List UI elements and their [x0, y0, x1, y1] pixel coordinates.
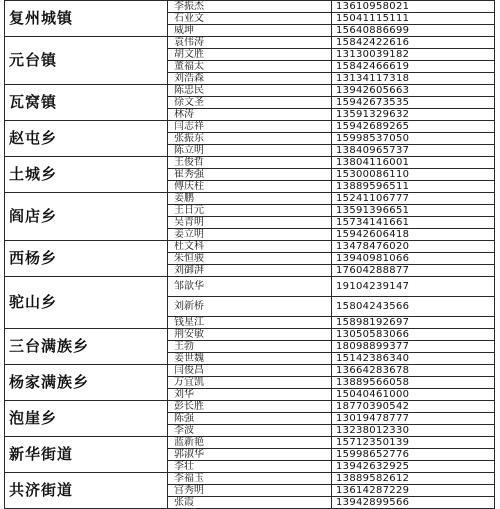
phone-number-cell: 15942673535 [332, 97, 495, 109]
contact-name-cell: 刘御湃 [168, 265, 332, 277]
table-row [5, 121, 495, 133]
contact-name-cell: 蓝新艳 [168, 437, 332, 449]
contact-name-cell: 胡文胜 [168, 49, 332, 61]
phone-number-cell: 13614287229 [332, 485, 495, 497]
town-name-cell: 杨家满族乡 [5, 365, 168, 401]
phone-number-cell: 13889582612 [332, 473, 495, 485]
contact-name-cell: 宫秀明 [168, 485, 332, 497]
table-row [5, 401, 495, 413]
contact-table [4, 0, 495, 509]
contact-name-cell: 李振杰 [168, 1, 332, 13]
contact-name-cell: 李波 [168, 425, 332, 437]
contact-name-cell: 王日元 [168, 205, 332, 217]
phone-number-cell: 13591396651 [332, 205, 495, 217]
phone-number-cell: 13804116001 [332, 157, 495, 169]
town-name-cell: 西杨乡 [5, 241, 168, 277]
contact-name-cell: 刘华 [168, 389, 332, 401]
phone-number-cell: 15942689265 [332, 121, 495, 133]
contact-name-cell: 张振东 [168, 133, 332, 145]
phone-number-cell: 15804243566 [332, 297, 495, 317]
phone-number-cell: 13942899566 [332, 497, 495, 509]
contact-name-cell: 荆安敏 [168, 329, 332, 341]
contact-name-cell: 钱星江 [168, 317, 332, 329]
phone-number-cell: 19104239147 [332, 277, 495, 297]
phone-number-cell: 15998652776 [332, 449, 495, 461]
phone-number-cell: 15898192697 [332, 317, 495, 329]
contact-name-cell: 郭淑华 [168, 449, 332, 461]
town-name-cell: 驼山乡 [5, 277, 168, 329]
town-name-cell: 元台镇 [5, 37, 168, 85]
contact-name-cell: 姜立明 [168, 229, 332, 241]
contact-name-cell: 杜文科 [168, 241, 332, 253]
phone-number-cell: 15040461000 [332, 389, 495, 401]
table-row [5, 37, 495, 49]
contact-name-cell: 邹歆华 [168, 277, 332, 297]
contact-name-cell: 闫志祥 [168, 121, 332, 133]
contact-name-cell: 王勃 [168, 341, 332, 353]
table-row [5, 241, 495, 253]
town-name-cell: 土城乡 [5, 157, 168, 193]
table-row [5, 157, 495, 169]
contact-table-body [5, 1, 495, 509]
town-name-cell: 复州城镇 [5, 1, 168, 37]
contact-name-cell: 姜世魏 [168, 353, 332, 365]
phone-number-cell: 15142386340 [332, 353, 495, 365]
phone-number-cell: 13238012330 [332, 425, 495, 437]
phone-number-cell: 15640886699 [332, 25, 495, 37]
town-name-cell: 阎店乡 [5, 193, 168, 241]
table-row [5, 365, 495, 377]
phone-number-cell: 15942606418 [332, 229, 495, 241]
phone-number-cell: 13050583066 [332, 329, 495, 341]
contact-name-cell: 威坤 [168, 25, 332, 37]
phone-number-cell: 13889596511 [332, 181, 495, 193]
town-name-cell: 共济街道 [5, 473, 168, 509]
phone-number-cell: 15734141661 [332, 217, 495, 229]
table-row [5, 193, 495, 205]
phone-number-cell: 13591329632 [332, 109, 495, 121]
phone-number-cell: 15842466619 [332, 61, 495, 73]
table-row [5, 329, 495, 341]
contact-name-cell: 崔秀强 [168, 169, 332, 181]
phone-number-cell: 13664283678 [332, 365, 495, 377]
table-row [5, 437, 495, 449]
phone-number-cell: 13942632925 [332, 461, 495, 473]
phone-number-cell: 15712350139 [332, 437, 495, 449]
contact-name-cell: 刘浩森 [168, 73, 332, 85]
table-row [5, 1, 495, 13]
table-row [5, 85, 495, 97]
phone-number-cell: 15842422616 [332, 37, 495, 49]
town-name-cell: 泡崖乡 [5, 401, 168, 437]
contact-name-cell: 袁伟涛 [168, 37, 332, 49]
contact-name-cell: 林涛 [168, 109, 332, 121]
contact-name-cell: 陈强 [168, 413, 332, 425]
phone-number-cell: 13940981066 [332, 253, 495, 265]
phone-number-cell: 13019478777 [332, 413, 495, 425]
contact-name-cell: 石业文 [168, 13, 332, 25]
phone-number-cell: 13134117318 [332, 73, 495, 85]
phone-number-cell: 13942605663 [332, 85, 495, 97]
table-row [5, 277, 495, 297]
phone-number-cell: 13610958021 [332, 1, 495, 13]
phone-number-cell: 18770390542 [332, 401, 495, 413]
contact-name-cell: 李壮 [168, 461, 332, 473]
phone-number-cell: 13130039182 [332, 49, 495, 61]
contact-name-cell: 彭长胜 [168, 401, 332, 413]
phone-number-cell: 15300086110 [332, 169, 495, 181]
contact-name-cell: 吴青明 [168, 217, 332, 229]
phone-number-cell: 13889566058 [332, 377, 495, 389]
phone-number-cell: 15998537050 [332, 133, 495, 145]
town-name-cell: 瓦窝镇 [5, 85, 168, 121]
contact-name-cell: 张霞 [168, 497, 332, 509]
town-name-cell: 赵屯乡 [5, 121, 168, 157]
phone-number-cell: 13840965737 [332, 145, 495, 157]
phone-number-cell: 15041115111 [332, 13, 495, 25]
contact-name-cell: 姜鹏 [168, 193, 332, 205]
phone-number-cell: 18098899377 [332, 341, 495, 353]
contact-name-cell: 闫俊昌 [168, 365, 332, 377]
contact-name-cell: 董福太 [168, 61, 332, 73]
phone-number-cell: 13478476020 [332, 241, 495, 253]
contact-name-cell: 朱恒骏 [168, 253, 332, 265]
contact-name-cell: 李福玉 [168, 473, 332, 485]
contact-name-cell: 万宜凯 [168, 377, 332, 389]
phone-number-cell: 17604288877 [332, 265, 495, 277]
phone-number-cell: 15241106777 [332, 193, 495, 205]
contact-name-cell: 徐文圣 [168, 97, 332, 109]
town-name-cell: 三台满族乡 [5, 329, 168, 365]
table-row [5, 473, 495, 485]
contact-name-cell: 刘新桥 [168, 297, 332, 317]
contact-name-cell: 陈忠民 [168, 85, 332, 97]
contact-name-cell: 陈立明 [168, 145, 332, 157]
contact-name-cell: 王俊哲 [168, 157, 332, 169]
contact-name-cell: 傅庆柱 [168, 181, 332, 193]
town-name-cell: 新华街道 [5, 437, 168, 473]
